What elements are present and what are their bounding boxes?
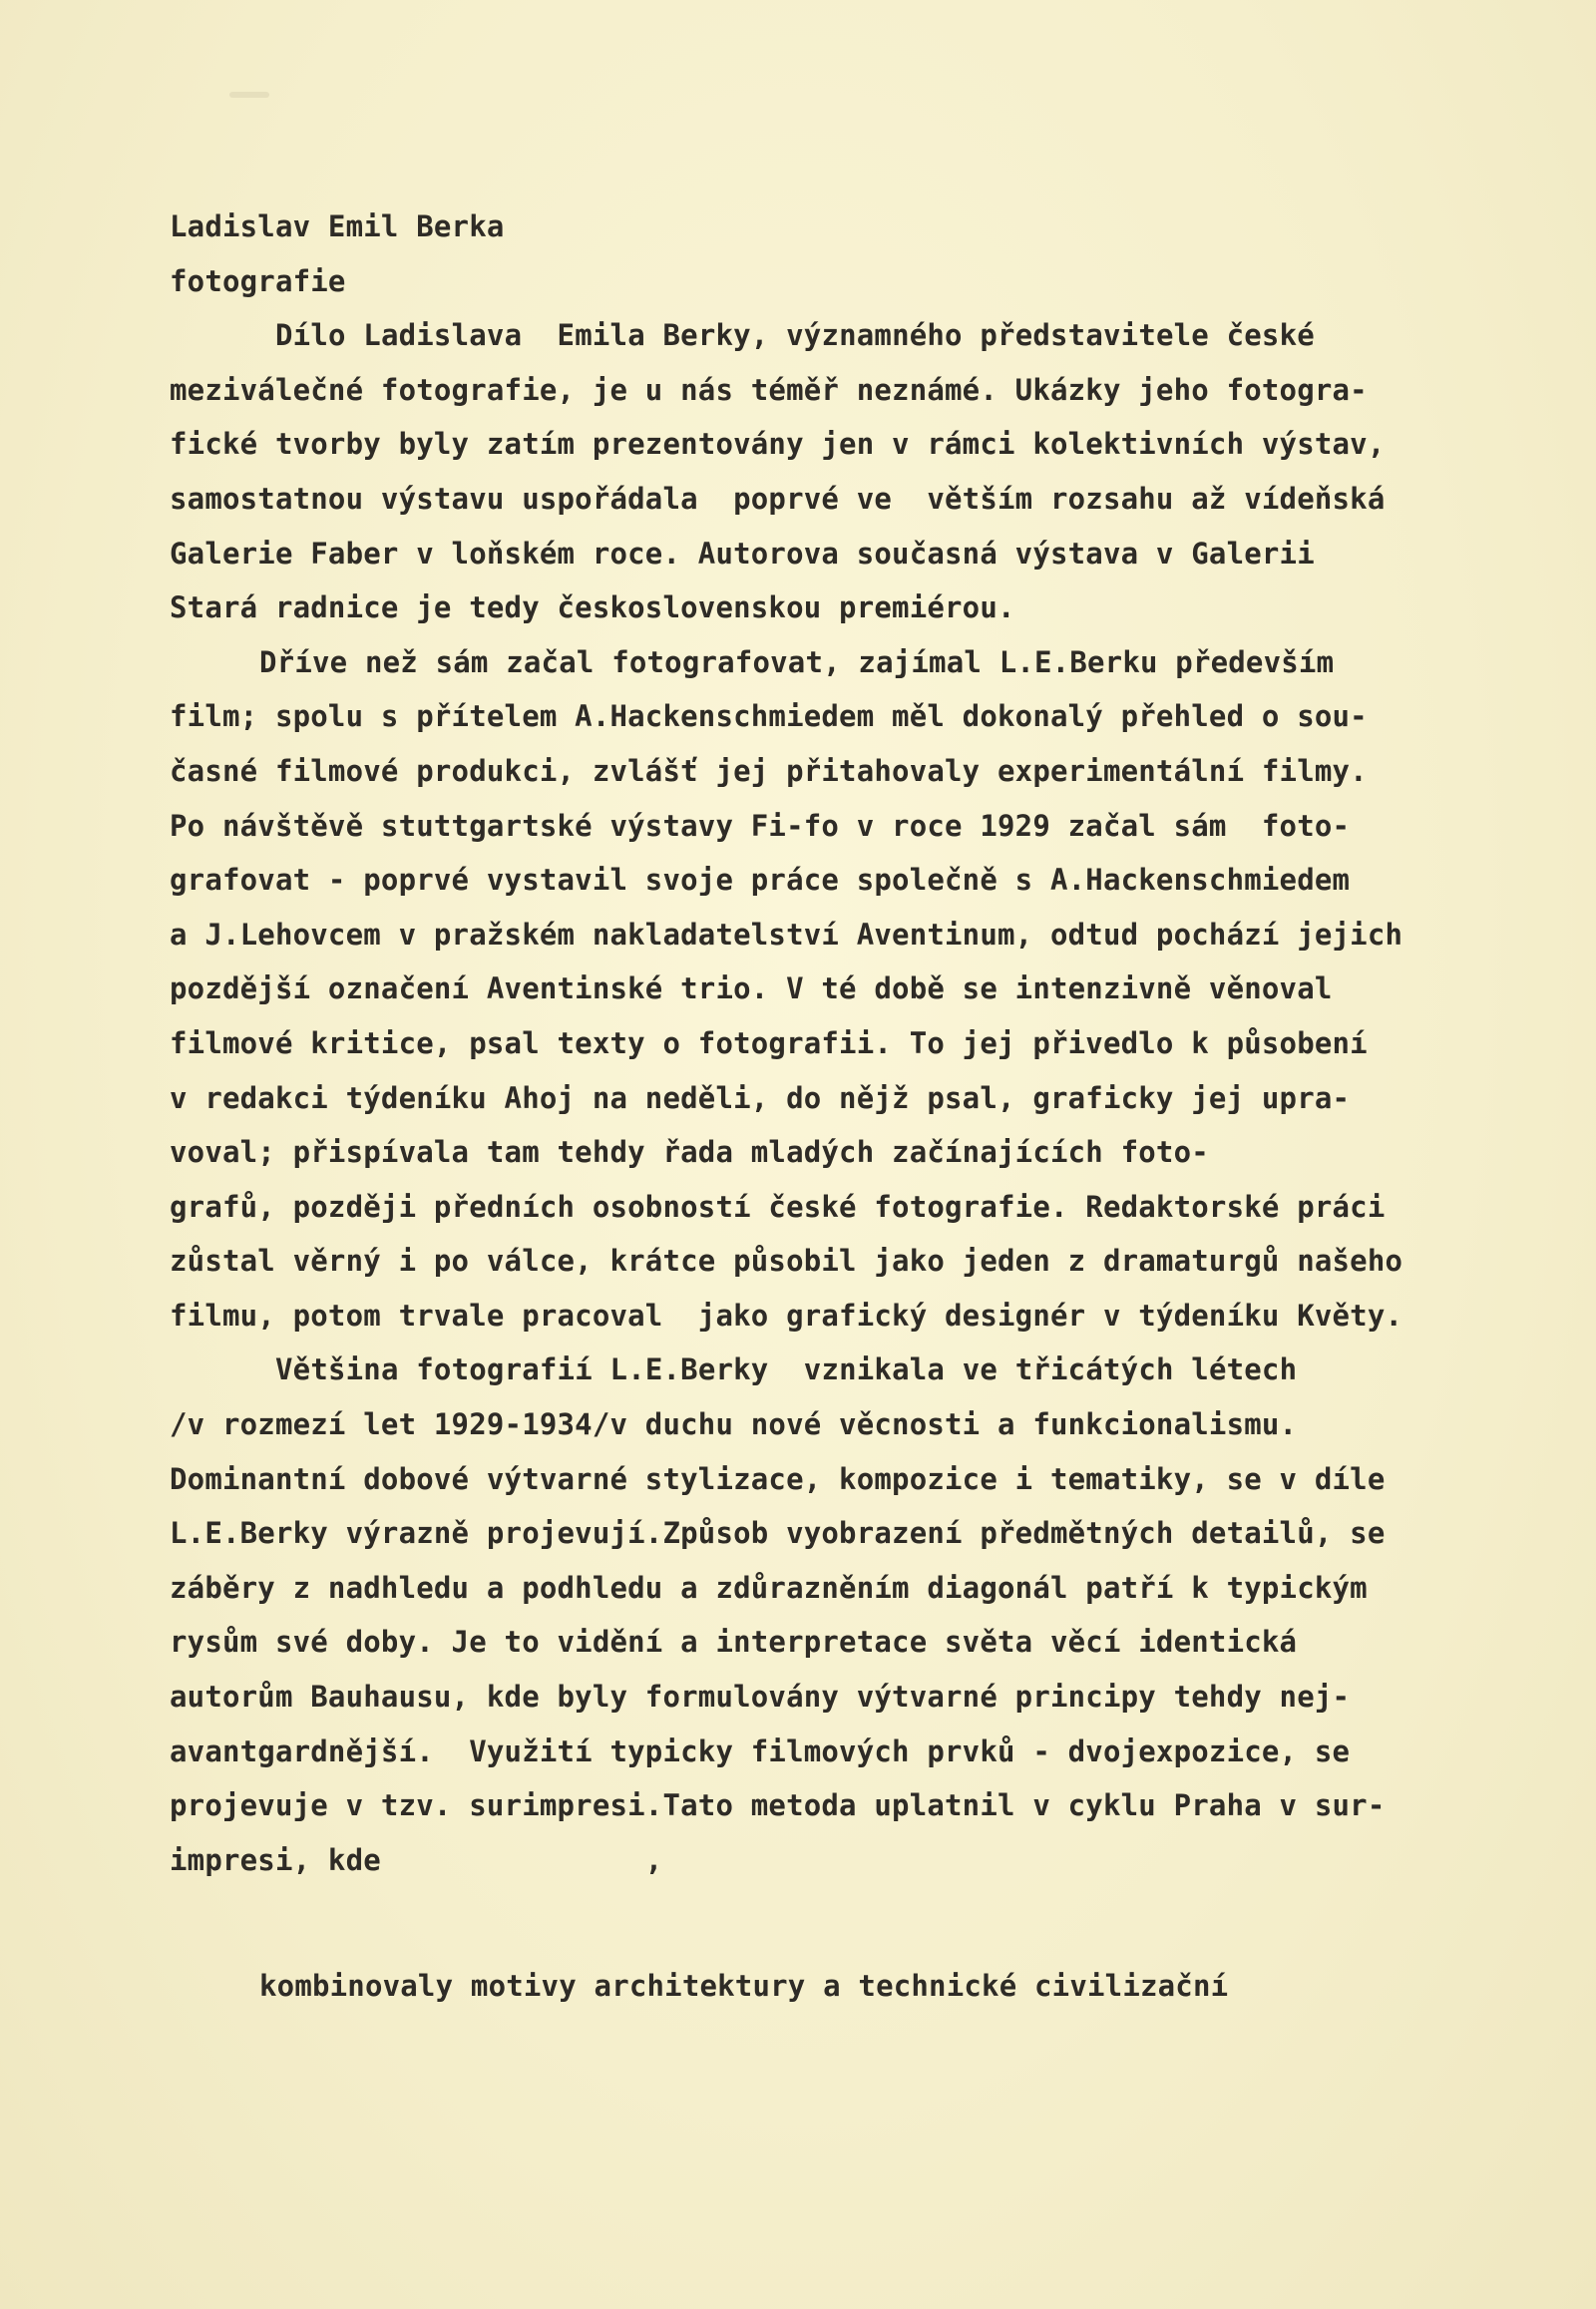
paragraph-2 (170, 635, 1566, 1344)
text-line: v redakci týdeníku Ahoj na neděli, do nějž psal, graficky jej upra- (170, 1080, 1351, 1115)
text-line: L.E.Berky výrazně projevují.Způsob vyobrazení předmětných detailů, se (170, 1516, 1386, 1551)
text-line: grafů, později předních osobností české fotografie. Redaktorské práci (170, 1189, 1386, 1224)
text-line: pozdější označení Aventinské trio. V té době se intenzivně věnoval (170, 971, 1333, 1006)
text-line: autorům Bauhausu, kde byly formulovány výtvarné principy tehdy nej- (170, 1680, 1351, 1715)
text-line: Dílo Ladislava Emila Berky, významného představitele české (275, 318, 1315, 353)
text-line: záběry z nadhledu a podhledu a zdůrazněním diagonál patří k typickým (170, 1570, 1368, 1605)
text-line: Dominantní dobové výtvarné stylizace, kompozice i tematiky, se v díle (170, 1461, 1386, 1496)
text-line: voval; přispívala tam tehdy řada mladých začínajících foto- (170, 1135, 1209, 1170)
text-line: fické tvorby byly zatím prezentovány jen v rámci kolektivních výstav, (170, 427, 1386, 462)
text-line: Po návštěvě stuttgartské výstavy Fi-fo v roce 1929 začal sám foto- (170, 808, 1351, 843)
text-line: Galerie Faber v loňském roce. Autorova současná výstava v Galerii (170, 536, 1315, 571)
text-line: projevuje v tzv. surimpresi.Tato metoda uplatnil v cyklu Praha v sur- (170, 1788, 1386, 1823)
text-line: filmu, potom trvale pracoval jako grafický designér v týdeníku Květy. (170, 1298, 1403, 1333)
text-line: impresi, kde , (170, 1842, 663, 1877)
text-line: avantgardnější. Využití typicky filmových prvků - dvojexpozice, se (170, 1733, 1351, 1768)
author-heading: Ladislav Emil Berka (170, 209, 505, 243)
text-line: Dříve než sám začal fotografovat, zajímal L.E.Berku především (259, 644, 1335, 679)
text-line: /v rozmezí let 1929-1934/v duchu nové věcnosti a funkcionalismu. (170, 1407, 1298, 1442)
text-line: rysům své doby. Je to vidění a interpretace světa věcí identická (170, 1625, 1298, 1660)
text-line: časné filmové produkci, zvlášť jej přitahovaly experimentální filmy. (170, 753, 1368, 788)
paragraph-3 (170, 1343, 1566, 1887)
footer-line: kombinovaly motivy architektury a technické civilizační (259, 1969, 1229, 2004)
paper-smudge (229, 92, 269, 98)
text-line: Stará radnice je tedy československou premiérou. (170, 590, 1015, 625)
text-line: samostatnou výstavu uspořádala poprvé ve větším rozsahu až vídeňská (170, 481, 1386, 516)
paragraph-1 (170, 308, 1566, 635)
subject-heading: fotografie (170, 263, 346, 298)
text-line: Většina fotografií L.E.Berky vznikala ve třicátých létech (275, 1352, 1298, 1387)
typewritten-document (170, 199, 1566, 2014)
text-line: grafovat - poprvé vystavil svoje práce společně s A.Hackenschmiedem (170, 863, 1351, 898)
text-line: zůstal věrný i po válce, krátce působil jako jeden z dramaturgů našeho (170, 1244, 1403, 1279)
text-line: film; spolu s přítelem A.Hackenschmiedem měl dokonalý přehled o sou- (170, 699, 1368, 734)
text-line: filmové kritice, psal texty o fotografii. To jej přivedlo k působení (170, 1025, 1368, 1060)
text-line: a J.Lehovcem v pražském nakladatelství Aventinum, odtud pochází jejich (170, 917, 1403, 952)
text-line: meziválečné fotografie, je u nás téměř neznámé. Ukázky jeho fotogra- (170, 372, 1368, 407)
